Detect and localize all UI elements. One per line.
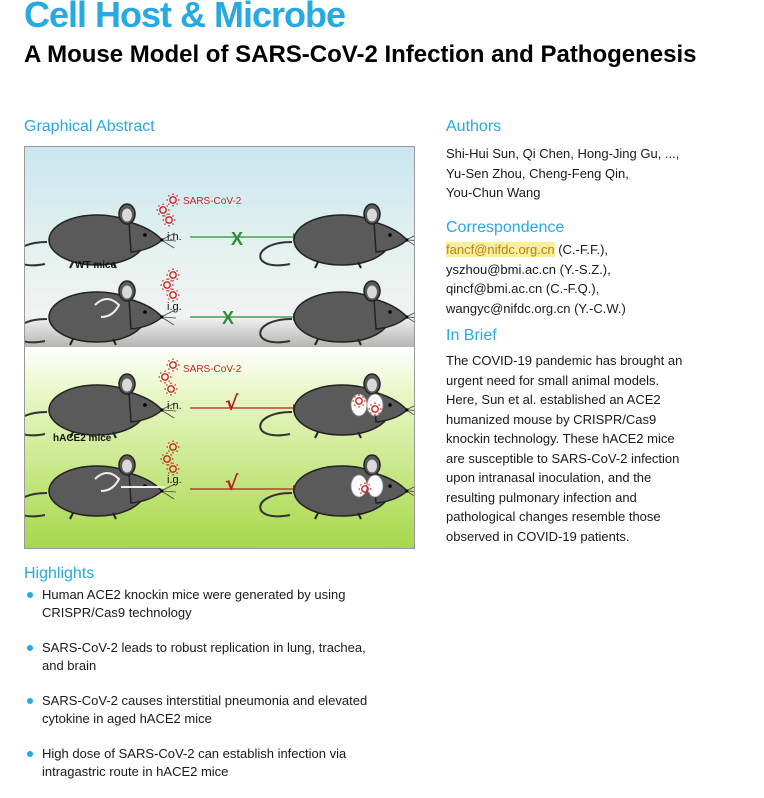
correspondence-entry (446, 260, 626, 280)
in-brief-line: humanized mouse by CRISPR/Cas9 (446, 411, 657, 427)
highlight-item (24, 692, 414, 728)
result-hace2-ig: √ (225, 471, 239, 495)
highlight-line: SARS-CoV-2 causes interstitial pneumonia and elevated (42, 693, 368, 708)
highlight-item (24, 639, 414, 675)
result-hace2-in: √ (225, 391, 239, 415)
email-initials: (C.-F.F.), (554, 242, 609, 257)
result-wt-in: X (231, 229, 244, 249)
bullet-icon (27, 751, 33, 757)
virus-label-top: SARS-CoV-2 (183, 196, 242, 207)
highlight-line: intragastric route in hACE2 mice (42, 764, 229, 779)
highlight-line: CRISPR/Cas9 technology (42, 605, 192, 620)
authors-heading: Authors (446, 118, 502, 135)
highlight-item (24, 586, 414, 622)
correspondence-list (446, 240, 626, 318)
bullet-icon (27, 592, 33, 598)
route-label-in: i.n. (167, 231, 182, 243)
author-line: You-Chun Wang (446, 185, 541, 200)
graphical-abstract-figure (25, 147, 414, 548)
graphical-abstract (24, 146, 415, 549)
highlight-line: High dose of SARS-CoV-2 can establish infection via (42, 746, 347, 761)
journal-name: Cell Host & Microbe (24, 0, 346, 35)
highlight-line: SARS-CoV-2 leads to robust replication in lung, trachea, (42, 640, 366, 655)
highlights-list (24, 586, 414, 798)
bullet-icon (27, 645, 33, 651)
email-link[interactable]: qincf@bmi.ac.cn (446, 281, 543, 296)
in-brief-line: The COVID-19 pandemic has brought an (446, 353, 683, 368)
email-link[interactable]: yszhou@bmi.ac.cn (446, 261, 557, 277)
in-brief-line: resulting pulmonary infection and (446, 489, 637, 505)
in-brief-line: upon intranasal inoculation, and the (446, 470, 652, 485)
in-brief-line: are susceptible to SARS-CoV-2 infection (446, 450, 680, 466)
route-label-in-hace2: i.n. (167, 400, 182, 412)
group-label-hace2: hACE2 mice (53, 433, 112, 444)
graphical-abstract-heading: Graphical Abstract (24, 118, 155, 135)
correspondence-entry (446, 240, 626, 260)
article-title: A Mouse Model of SARS-CoV-2 Infection and Pathogenesis (24, 41, 697, 68)
in-brief-line: knockin technology. These hACE2 mice (446, 431, 675, 446)
in-brief-line: pathological changes resemble those (446, 509, 661, 524)
result-wt-ig: X (222, 308, 235, 328)
correspondence-entry (446, 299, 626, 319)
highlight-line: and brain (42, 658, 97, 673)
highlight-line: Human ACE2 knockin mice were generated by using (42, 587, 346, 602)
correspondence-heading: Correspondence (446, 219, 565, 236)
authors-list (446, 144, 679, 203)
email-initials: (Y.-C.W.) (570, 300, 626, 316)
virus-label-bottom: SARS-CoV-2 (183, 364, 242, 375)
in-brief-heading: In Brief (446, 327, 497, 344)
highlight-item (24, 745, 414, 781)
route-label-ig-hace2: i.g. (167, 474, 182, 486)
email-link[interactable]: wangyc@nifdc.org.cn (446, 300, 571, 316)
in-brief-line: Here, Sun et al. established an ACE2 (446, 392, 661, 407)
correspondence-entry (446, 279, 626, 299)
route-label-ig: i.g. (167, 301, 182, 313)
bullet-icon (27, 698, 33, 704)
in-brief-text (446, 351, 682, 546)
email-initials: (C.-F.Q.), (542, 281, 600, 296)
author-line: Yu-Sen Zhou, Cheng-Feng Qin, (446, 165, 629, 181)
highlights-heading: Highlights (24, 565, 95, 582)
email-link[interactable]: fancf@nifdc.org.cn (446, 242, 555, 257)
highlight-line: cytokine in aged hACE2 mice (42, 711, 212, 726)
in-brief-line: observed in COVID-19 patients. (446, 528, 630, 544)
group-label-wt: WT mice (75, 260, 117, 271)
hace2-panel-background (25, 347, 414, 548)
in-brief-line: urgent need for small animal models. (446, 372, 660, 388)
author-line: Shi-Hui Sun, Qi Chen, Hong-Jing Gu, ..., (446, 146, 680, 161)
email-initials: (Y.-S.Z.), (556, 261, 611, 277)
